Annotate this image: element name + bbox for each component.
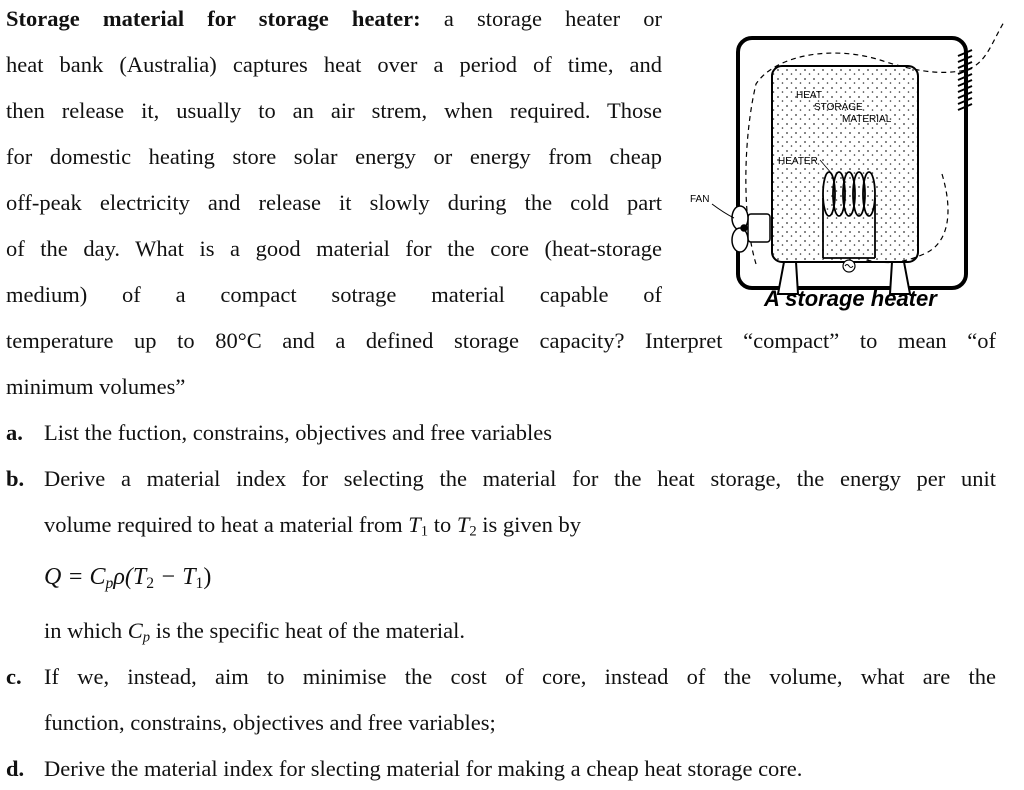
formula-minus-t: − T	[154, 564, 196, 590]
formula-t1-subscript: 1	[195, 574, 204, 592]
b-line2-pre: volume required to heat a material from	[44, 512, 409, 537]
formula-p-subscript: p	[105, 574, 114, 592]
intro-line-5: off-peak electricity and release it slowly during the cold part	[6, 190, 662, 215]
t2-symbol: T	[456, 512, 470, 537]
question-d-label: d.	[6, 756, 25, 781]
intro-line-2: heat bank (Australia) captures heat over a period of time, and	[6, 52, 662, 77]
intro-line-7: medium) of a compact sotrage material capable of	[6, 282, 662, 307]
intro-line-1-text: a storage heater or	[420, 6, 662, 31]
question-c-label: c.	[6, 664, 22, 689]
label-material: MATERIAL	[842, 114, 892, 125]
formula-t2-subscript: 2	[146, 574, 154, 592]
question-b-line-2	[44, 510, 581, 540]
storage-heater-figure	[686, 14, 1016, 314]
energy-formula	[44, 562, 211, 592]
intro-line-1	[6, 4, 662, 34]
intro-line-8: temperature up to 80°C and a defined storage capacity? Interpret “compact” to mean “of	[6, 328, 996, 353]
b-line3-pre: in which	[44, 618, 128, 643]
question-a-text: List the fuction, constrains, objectives and free variables	[44, 420, 552, 445]
t1-subscript: 1	[420, 523, 429, 540]
label-heater: HEATER	[778, 156, 818, 167]
intro-line-4: for domestic heating store solar energy or energy from cheap	[6, 144, 662, 169]
question-d-text: Derive the material index for slecting material for making a cheap heat storage core.	[44, 756, 803, 781]
cp-symbol: C	[127, 618, 143, 643]
question-c-line-1: If we, instead, aim to minimise the cost of core, instead of the volume, what are the	[44, 664, 996, 689]
question-a-label: a.	[6, 420, 23, 445]
intro-heading: Storage material for storage heater:	[6, 6, 421, 31]
t2-subscript: 2	[469, 523, 477, 540]
intro-line-3: then release it, usually to an air strem, when required. Those	[6, 98, 662, 123]
question-b-line-1: Derive a material index for selecting the material for the heat storage, the energy per unit	[44, 466, 996, 491]
label-fan: FAN	[690, 194, 710, 205]
formula-rho-t: ρ(T	[113, 564, 147, 590]
cp-subscript: p	[142, 629, 151, 646]
figure-caption: A storage heater	[764, 286, 937, 311]
label-storage: STORAGE	[814, 102, 863, 113]
formula-q-cp: Q = C	[44, 564, 106, 590]
label-heat: HEAT	[796, 90, 822, 101]
question-c-line-2: function, constrains, objectives and free variables;	[44, 710, 496, 735]
question-b-label: b.	[6, 466, 25, 491]
b-line2-mid: to	[428, 512, 457, 537]
b-line3-post: is the specific heat of the material.	[150, 618, 465, 643]
formula-close: )	[203, 564, 212, 590]
question-b-line-3	[44, 616, 465, 646]
b-line2-post: is given by	[476, 512, 582, 537]
t1-symbol: T	[408, 512, 421, 537]
intro-line-9: minimum volumes”	[6, 374, 186, 399]
intro-line-6: of the day. What is a good material for the core (heat-storage	[6, 236, 662, 261]
